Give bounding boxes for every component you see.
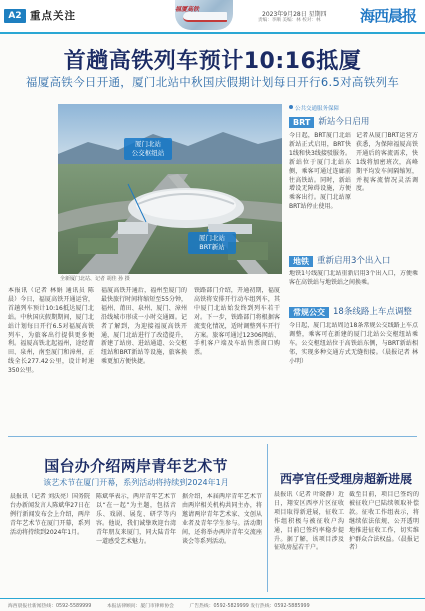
lead-story-body: [8, 287, 280, 427]
subsection-tag: 常规公交: [289, 307, 329, 318]
footer-hotline: 海西晨报社新闻热线：0592-5589999: [8, 604, 92, 609]
footer-legal: 本报法律顾问：厦门市律师协会: [106, 604, 174, 609]
logo-text: 海西晨报: [360, 7, 417, 25]
story2-body-col1: 晨报讯（记者 刘沃亮）国务院台办新闻发言人陈斌华27日在例行新闻发布会上介绍，两岸青年艺术节在厦门开幕，系列活动将持续到2024年1月。: [10, 493, 90, 536]
section-name: 重点关注: [30, 10, 76, 22]
brief-tag-label: 公共交通服务保障: [295, 106, 340, 112]
brt-text-col1: 今日起，BRT厦门北站新站正式启用，BRT快1线和快3线接驳服务。新站位于厦门北站东侧，乘客可通过连廊前往高铁站。同时，新站增设无障碍设施，方便乘客出行。厦门北站原BRT站停止使用。: [289, 132, 351, 211]
dateline: 2023年9月28日 星期四: [262, 11, 327, 18]
badge-text: 福厦高铁: [175, 6, 200, 13]
train-nose-shape: [183, 12, 227, 22]
footer-ad-contact: 广告热线：0592-5829999 发行热线：0592-5885999: [189, 604, 310, 609]
photo-caption: 全新厦门北站、记者 胡佳 孙 摄: [60, 276, 130, 282]
story3-body-col2: 截至目前，项目已签约的被征收户已陆续领取补偿款。征收工作组表示，将继续依法依规、公开透明地推进征收工作，切实维护群众合法权益。（晨报记者）: [349, 491, 419, 552]
page-number: A2: [4, 9, 26, 23]
newspaper-logo: [360, 5, 416, 27]
lead-body-col3: 铁路部门介绍，开通初期，福厦高铁将安排开行动车组列车，其中厦门北站始发终到列车若干对。下一步，铁路部门将根据客流变化情况，适时调整列车开行方案。旅客可通过12306网站、手机客户端及车站售票窗口购票。: [194, 287, 280, 357]
masthead: [0, 0, 425, 34]
story2-body-col2: 陈斌华表示，两岸青年艺术节以“在一起”为主题，包括音乐、戏剧、展览、研学等内容。他说，我们诚挚欢迎台湾青年朋友来厦门，同大陆青年一道感受艺术魅力。: [96, 493, 176, 545]
main-headline: 首趟高铁列车预计10:16抵厦: [63, 49, 362, 74]
photo-label-brt-station: 厦门北站 BRT新站: [188, 232, 236, 254]
subsection-tag: 地铁: [289, 256, 313, 267]
column-divider: [267, 444, 268, 592]
story3-body-col1: 晨报讯（记者 叶晓静）近日，翔安区西亭片区征收项目取得新进展，征收工作组积极与被征收户沟通，目前已签约率稳步提升。据了解，该项目涉及征收房屋若干户。: [274, 491, 344, 552]
photo-label-bus-hub: 厦门北站 公交枢纽站: [124, 138, 172, 160]
main-subheadline: 福厦高铁今日开通，厦门北站中秋国庆假期计划每日开行6.5对高铁列车: [25, 75, 400, 89]
story2-headline: 国台办介绍两岸青年艺术节: [44, 457, 228, 475]
metro-text: 地铁1号线厦门北站重新启用3个出入口，方便乘客在高铁站与地铁站之间换乘。: [289, 270, 418, 286]
editor-credits: 责编：李顺 美编：林 校对：林: [258, 18, 321, 23]
brt-text-col2: 记者从厦门BRT运营方获悉，为保障福厦高铁开通后的客流需求，快1线将加密班次，高峰期平均发车间隔缩短，并视客流情况灵活调度。: [356, 132, 418, 193]
page-footer: [0, 598, 425, 611]
lead-body-col2: 福厦高铁开通后，福州至厦门的最快旅行时间将缩短至55分钟，福州、莆田、泉州、厦门、漳州沿线城市形成一小时交通圈。记者了解到，为迎接福厦高铁开通，厦门北站进行了改造提升，新建了站房、进站通道、公交枢纽站和BRT新站等设施，旅客换乘更加方便快捷。: [101, 287, 187, 366]
bullet-dot-icon: [289, 105, 293, 109]
subsection-title: 新站今日启用: [318, 117, 370, 127]
subsection-tag: BRT: [289, 117, 314, 128]
station-aerial-photo: [58, 104, 282, 274]
train-badge-image: [175, 0, 233, 30]
bus-text: 今日起，厦门北站周边18条常规公交线路上车点调整，乘客可在新建的厦门北站公交枢纽站乘车。公交枢纽站位于高铁站东侧，与BRT新站相邻，实现多种交通方式无缝衔接。（晨报记者 林小明）: [289, 322, 418, 365]
story2-subheadline: 该艺术节在厦门开幕，系列活动将持续到2024年1月: [43, 478, 229, 487]
subsection-metro-heading: [289, 256, 390, 268]
photo-illustration: [58, 104, 282, 274]
story3-headline: 西亭官任受理房超新进展: [279, 472, 412, 486]
story2-body-col3: 据介绍，本届两岸青年艺术节由两岸相关机构共同主办，将邀请两岸青年艺术家、文创从业者及青年学生参与。活动期间，还将举办两岸青年交流座谈会等系列活动。: [182, 493, 262, 545]
brief-tag: [289, 104, 339, 112]
subsection-title: 18条线路上车点调整: [333, 307, 412, 317]
subsection-brt-heading: [289, 117, 369, 129]
lead-body-col1: 本报讯（记者 林娟 通讯员 陈晨）今日，福厦高铁开通运营，首趟列车预计10:16抵达厦门北站。中秋国庆假期期间，厦门北站计划每日开行6.5对福厦高铁列车，为旅客出行提供更多便利。福厦高铁北起福州，途经莆田、泉州，南至厦门和漳州，正线全长277.42公里，设计时速350公里。: [8, 287, 94, 375]
section-divider: [8, 436, 417, 437]
subsection-bus-heading: [289, 307, 412, 319]
subsection-title: 重新启用3个出入口: [317, 256, 391, 266]
